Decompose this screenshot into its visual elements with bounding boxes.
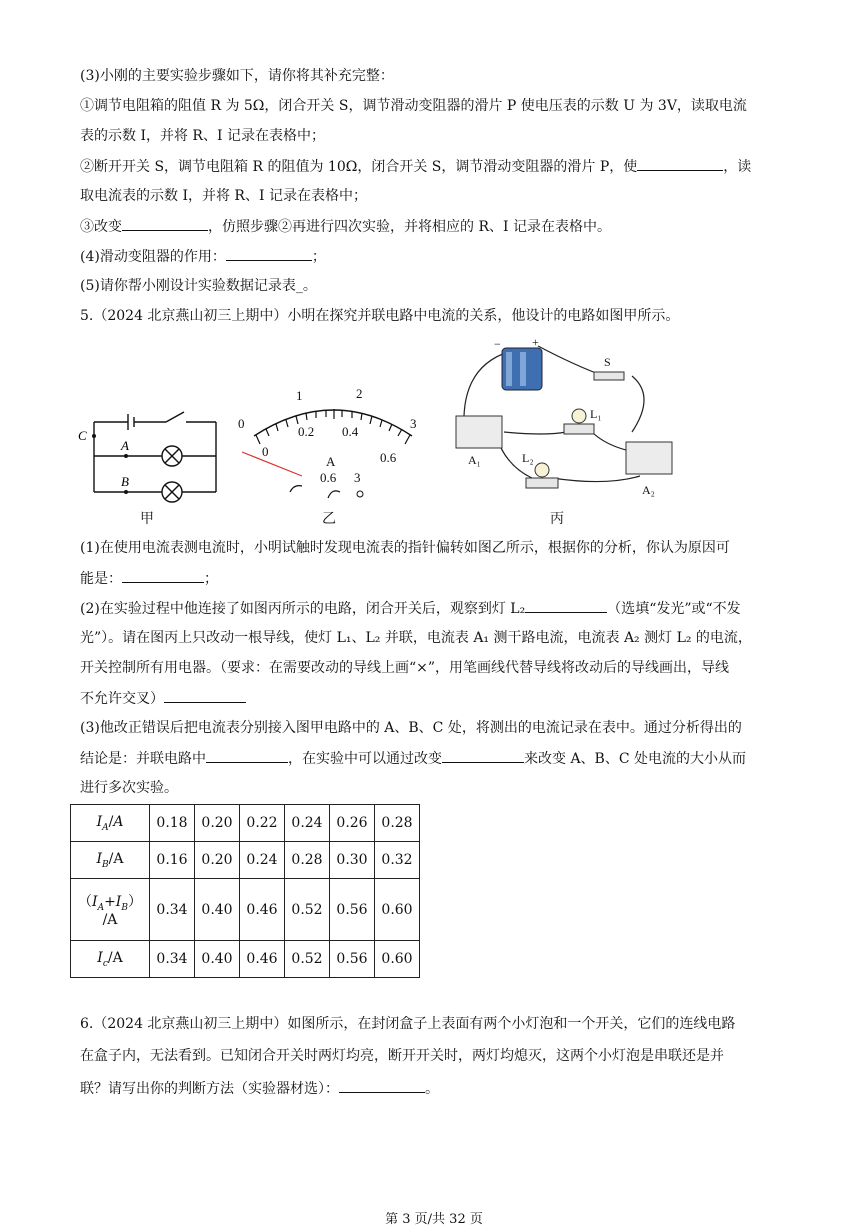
scale-bottom-0.4: 0.4 (342, 424, 359, 439)
table-row (71, 941, 420, 978)
q5-part1-line1: (1)在使用电流表测电流时，小明试触时发现电流表的指针偏转如图乙所示，根据你的分析，你认为原因可 (80, 540, 730, 556)
battery-minus-label: − (494, 337, 501, 351)
current-data-table (70, 804, 420, 978)
table-cell: 0.52 (285, 941, 330, 978)
table-cell: 0.22 (240, 805, 285, 842)
table-cell: 0.30 (330, 842, 375, 879)
scale-bottom-0: 0 (262, 444, 269, 459)
row-header: $I_A/A$ (71, 805, 150, 842)
point-B-label: B (121, 474, 129, 489)
figure-caption-yi: 乙 (322, 511, 336, 527)
q6-line3-end: 。 (425, 1081, 439, 1097)
table-cell: 0.60 (375, 941, 420, 978)
q4-part4 (80, 246, 326, 267)
q4-step1-line1: ①调节电阻箱的阻值 R 为 5Ω，闭合开关 S，调节滑动变阻器的滑片 P 使电压表的示数 U 为 3V，读取电流 (80, 98, 747, 114)
page-number-footer: 第 3 页/共 32 页 (385, 1212, 483, 1227)
q5-part3-line2 (80, 748, 746, 769)
ammeter-dial-yi (232, 384, 422, 504)
bulb-L1-icon (572, 409, 586, 423)
table-cell: 0.20 (195, 805, 240, 842)
q5-part2-line3: 开关控制所有用电器。（要求：在需要改动的导线上画“×”，用笔画线代替导线将改动后的导线画出，导线 (80, 660, 730, 676)
table-cell: 0.40 (195, 941, 240, 978)
answer-blank[interactable] (122, 216, 208, 231)
q5-part2-line4 (80, 688, 246, 709)
scale-top-3: 3 (410, 416, 417, 431)
physical-circuit-bing (436, 336, 676, 506)
table-cell: 0.28 (375, 805, 420, 842)
table-row (71, 805, 420, 842)
q4-step2-line2: 取电流表的示数 I，并将 R、I 记录在表格中； (80, 188, 367, 204)
ammeter-A2-icon (626, 442, 672, 474)
table-cell: 0.46 (240, 879, 285, 941)
q5-part1-text: 能是： (80, 571, 122, 587)
q5-part3-text-end: 来改变 A、B、C 处电流的大小从而 (524, 751, 747, 767)
q5-part2-line2: 光”）。请在图丙上只改动一根导线，使灯 L₁、L₂ 并联，电流表 A₁ 测干路电流，电流表 A₂ 测灯 L₂ 的电流， (80, 630, 752, 646)
q5-part2-text-4: 不允许交叉） (80, 691, 164, 707)
q6-line3 (80, 1078, 439, 1099)
answer-blank[interactable] (525, 598, 607, 613)
answer-blank[interactable] (164, 688, 246, 703)
ammeter-A2-label: A₂ (642, 483, 655, 497)
table-cell: 0.56 (330, 879, 375, 941)
table-row (71, 879, 420, 941)
circuit-diagram-jia (76, 400, 226, 506)
table-cell: 0.32 (375, 842, 420, 879)
meter-unit-label: A (326, 454, 336, 469)
bulb-L1-label: L₁ (590, 407, 602, 421)
q4-part3-intro: (3)小刚的主要实验步骤如下，请你将其补充完整： (80, 68, 394, 84)
table-cell: 0.26 (330, 805, 375, 842)
bulb-L2-label: L₂ (522, 451, 534, 465)
table-row (71, 842, 420, 879)
q5-part3-text-mid: ，在实验中可以通过改变 (288, 751, 442, 767)
point-A-label: A (121, 438, 129, 453)
scale-top-1: 1 (296, 388, 303, 403)
terminal-3-label: 3 (354, 470, 361, 485)
switch-S-label: S (604, 355, 611, 369)
bulb-L2-icon (535, 463, 549, 477)
q5-part2-text: (2)在实验过程中他连接了如图丙所示的电路，闭合开关后，观察到灯 L₂ (80, 601, 526, 617)
table-cell: 0.40 (195, 879, 240, 941)
q4-part4-text: (4)滑动变阻器的作用： (80, 249, 226, 265)
row-header: $(I_A+I_B)$ /A (71, 879, 150, 941)
table-cell: 0.34 (150, 879, 195, 941)
answer-blank[interactable] (637, 156, 723, 171)
q4-step1-line2: 表的示数 I，并将 R、I 记录在表格中； (80, 128, 325, 144)
answer-blank[interactable] (339, 1078, 425, 1093)
q5-part2-line1 (80, 598, 741, 619)
q4-step3-text: ③改变 (80, 219, 122, 235)
table-cell: 0.24 (240, 842, 285, 879)
answer-blank[interactable] (206, 748, 288, 763)
table-cell: 0.16 (150, 842, 195, 879)
battery-plus-label: + (532, 336, 539, 349)
scale-top-2: 2 (356, 386, 363, 401)
table-cell: 0.34 (150, 941, 195, 978)
figure-caption-bing: 丙 (550, 511, 564, 527)
table-cell: 0.28 (285, 842, 330, 879)
point-C-label: C (78, 428, 87, 443)
answer-blank[interactable] (442, 748, 524, 763)
ammeter-A1-icon (456, 416, 502, 448)
scale-top-0: 0 (238, 416, 245, 431)
figure-caption-jia: 甲 (140, 511, 154, 527)
q4-step3 (80, 216, 611, 237)
q5-part3-line3: 进行多次实验。 (80, 780, 178, 796)
scale-bottom-0.6: 0.6 (380, 450, 397, 465)
table-cell: 0.24 (285, 805, 330, 842)
q5-part2-text-end: （选填“发光”或“不发 (607, 601, 741, 617)
table-cell: 0.46 (240, 941, 285, 978)
terminal-0.6-label: 0.6 (320, 470, 337, 485)
q5-part3-text: 结论是：并联电路中 (80, 751, 206, 767)
q4-step3-text-end: ，仿照步骤②再进行四次实验，并将相应的 R、I 记录在表格中。 (208, 219, 611, 235)
ammeter-A1-label: A₁ (468, 453, 481, 467)
row-header: $I_c/A$ (71, 941, 150, 978)
q4-part4-end: ； (311, 249, 326, 265)
answer-blank[interactable] (226, 246, 312, 261)
q4-step2-text: ②断开开关 S，调节电阻箱 R 的阻值为 10Ω，闭合开关 S，调节滑动变阻器的滑片 P，使 (80, 159, 638, 175)
row-header: $I_B/A$ (71, 842, 150, 879)
q5-part3-line1: (3)他改正错误后把电流表分别接入图甲电路中的 A、B、C 处，将测出的电流记录在表中。通过分析得出的 (80, 720, 742, 736)
table-cell: 0.20 (195, 842, 240, 879)
table-cell: 0.56 (330, 941, 375, 978)
q5-part1-line2 (80, 568, 218, 589)
q4-part5: (5)请你帮小刚设计实验数据记录表_。 (80, 278, 317, 294)
q5-part1-end: ； (204, 571, 218, 587)
q6-line2: 在盒子内，无法看到。已知闭合开关时两灯均亮，断开开关时，两灯均熄灭，这两个小灯泡是串联还是并 (80, 1048, 724, 1064)
switch-icon (594, 372, 624, 380)
table-cell: 0.18 (150, 805, 195, 842)
table-cell: 0.60 (375, 879, 420, 941)
q6-line1: 6.（2024 北京燕山初三上期中）如图所示，在封闭盒子上表面有两个小灯泡和一个开关，它们的连线电路 (80, 1016, 736, 1032)
q6-line3-text: 联？请写出你的判断方法（实验器材选）： (80, 1081, 339, 1097)
table-cell: 0.52 (285, 879, 330, 941)
scale-bottom-0.2: 0.2 (298, 424, 315, 439)
q5-stem: 5.（2024 北京燕山初三上期中）小明在探究并联电路中电流的关系，他设计的电路如图甲所示。 (80, 308, 680, 324)
answer-blank[interactable] (122, 568, 204, 583)
q4-step2-text-end: ，读 (723, 159, 752, 175)
q4-step2-line1 (80, 156, 751, 177)
